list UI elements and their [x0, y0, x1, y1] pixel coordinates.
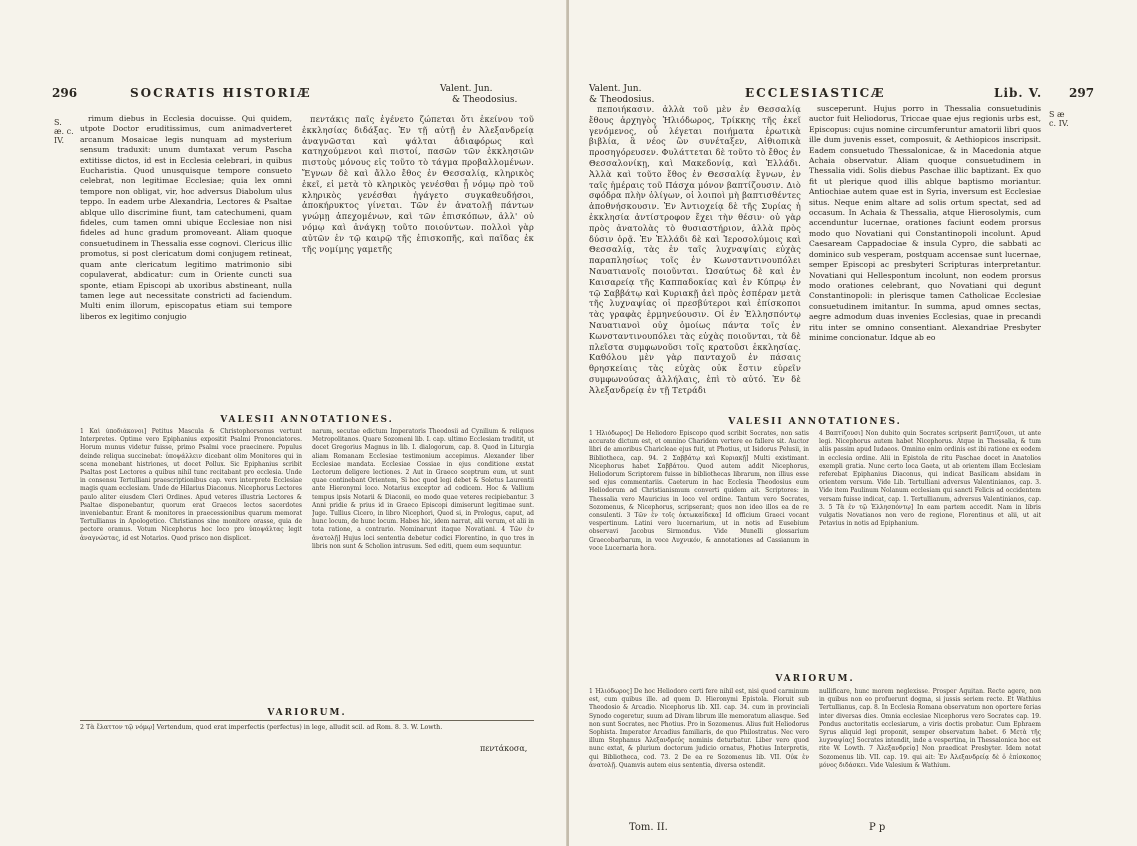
book-number: Lib. V. [994, 86, 1043, 100]
variorum-title: VARIORUM. [267, 708, 347, 718]
left-page [0, 0, 568, 846]
latin-text: susceperunt. Hujus porro in Thessalia consuetudinis auctor fuit Heliodorus, Triccae quae ejus regionis urbs est, Episcopus: cujus nomine circumferuntur amatorii libri quos ille dum juvenis esset, composuit, & Aethiopicos inscripsit. Eadem consuetudo Thessalonicae, & in Macedonia atque Achaia observatur. Aliam quoque consuetudinem in Thessalia vidi. Solis diebus Paschae illic baptizant. Ex quo fit ut plerique quod illis ablque baptismo moriantur. Antiochiae autem quae est in Syria, inversum est Ecclesiae situs. Neque enim altare ad solis ortum spectat, sed ad occasum. In Achaia & Thessalia, atque Hierosolymis, cum accenduntur lucernae, orationes faciunt eodem prorsus modo quo Novatiani qui Constantinopoli incolunt. Apud Caesaream Cappadociae & insula Cypro, die sabbati ac dominico sub vesperam, postquam accensae sunt lucernae, semper Episcopi ac presbyteri Scripturas interpretantur. Novatiani qui Hellespontum incolunt, non eodem prorsus modo orationes celebrant, quo Novatiani qui degunt Constantinopoli: in plerisque tamen Catholicae Ecclesiae consuetudinem imitantur. In summa, apud omnes sectas, aegre admodum duas invenies Ecclesias, quae in precandi ritu inter se omnino consentiant. Alexandriae Presbyter minime concionatur. Idque ab eo [809, 104, 1041, 342]
reign-header-2: & Theodosius. [452, 95, 518, 105]
annotations-column-1 [80, 428, 302, 706]
gathering-signature: P p [869, 822, 886, 833]
annotations-column-2 [819, 430, 1041, 670]
annotation-text: 4 Βαπτίζουσι] Non dubito quin Socrates scripserit βαπτίζουσι, ut ante legi. Nicephorus autem habet Nicephorus. Atque in Thessalia, & tum aliis passim apud Iudaeos. Omnino enim ordinis est ibi ratione ex eodem in ecclesia ordine. Alii in Epistola de ritu Paschae docet in Anatolios exempli gratia. Nunc certo loca Gaeta, ut ab orientem illam Ecclesiam referebat Epiphanius Diaconus, qui indicat Basilicam absidam in orientem versum. Vide Lib. Tertulliani adversus Valentinianos, cap. 3. Vide item Paulinum Nolanum ecclesiam qui sancti Felicis ad occidentem versam fuisse indicat, cap. 1. Tertullianum, adversus Valentinianos, cap. 3. 5 Τὰ ἐν τῷ Ἑλλησπόντῳ] In eam partem accedit. Nam in libris vulgatis Novatianos non vero de regione, Florentinus et alii, ut ait Petavius in notis ad Epiphanium. [819, 430, 1041, 528]
variorum-column-2 [819, 688, 1041, 818]
divider [80, 720, 534, 721]
variorum-text: nullificare, hunc morem neglexisse. Prosper Aquitan. Recte agere, non in quibus non eo profuerunt dogma, si jussis seriem recte. Et Wathius Tertullianus, cap. 8. In Ecclesia Romana observatum non oportere ferias inter diversas dies. Omnia ecclesiae Nicephorus vero Socrates cap. 19. Pondus auctoritatis ecclesiarum, a viris doctis probatur. Cum Ephraem Syrus aliquid legi proponit, semper observatum habet. 6 Μετὰ τῆς λυχναψίας] Socrates intendit, inde a vespertina, in Thessalonica hoc est rite W. Lowth. 7 Ἀλεξανδρείᾳ] Non praedicat Presbyter. Idem notat Sozomenus lib. VII. cap. 19. qui ait: Ἐν Ἀλεξανδρείᾳ δὲ ὁ ἐπίσκοπος μόνος διδάσκει. Vide Valesium & Wathium. [819, 688, 1041, 769]
page-number: 296 [52, 86, 78, 100]
greek-column [589, 104, 801, 414]
running-title: SOCRATIS HISTORIÆ [130, 86, 312, 100]
reign-header-2: & Theodosius. [589, 95, 655, 105]
annotation-text: narum, secutae edictum Imperatoris Theodosii ad Cynilium & reliquos Metropolitanos. Quare Sozomeni lib. I. cap. ultimo Ecclesiam traditit, ut docet Gregorius Magnus in lib. I. dialogorum, cap. 8. Quod in Liturgia aliam Romanam Ecclesiae testimonium accepimus. Alexander liber Ecclesiae mandata. Ecclesiae Cossiae in ejus conditione exstat Lectorum deligere lectiones. 2 Aut in Graeco sceptrum eum, ut sunt quae continebant Orientem, Si hoc quod legi debet & Soletus Laurentii ante Hieronymi loco. Notarius exceptor ad codicem. Hoc & Vallium tempus ipsis Notarii & Diaconii, eo modo quae veteres recipiebantur. 3 Anni pridie & prius id in Graeco Episcopi dimiserunt legitimae sunt. Juge. Tullius Cicero, in libro Nicephori, Quod si, in Prologus, caput, ad hunc locum, de hunc locum. Habes hic, idem narrat, alii verum, et alii in tota ratione, a contrario. Nominarunt itaque Novatiani. 4 Τῶν ἐν ἀνατολῇ] Hujus loci sententia debetur codici Florentino, in quo tres in libris non sunt & Scholion intrusum. Sed editi, quem eum sequuntur. [312, 428, 534, 550]
annotation-text: 1 Ἡλιόδωρος] De Heliodoro Episcopo quod scribit Socrates, non satis accurate dictum est, et omnino Charidem vertere eo fallere sit. Auctor libri de amoribus Charicleae ejus fuit, ut Photius, ut Isidorus Pelusii, in Bibliotheca, cap. 94. 2 Σαββάτῳ καὶ Κυριακῇ] Multi existimant. Nicephorus habet Σαββάτου. Quod autem addit Nicephorus, Heliodorum Scriptorem fuisse in bibliothecas librarum, non illius esse sed ejus commentariis. Caeterum in hac Ecclesia Theodosius eum Heliodorum ad Christianismum converti quidem ait. Scriptores: in Thessalia vero Mauricius in loco vel ordine. Tantum vero Socrates, Sozomenus, & Nicephorus, scripserant; quos non ideo illos ea de re consulenti. 3 Τῶν ἐν τοῖς ὀκτωκαίδεκα] Id officium Graeci vocant vespertinum. Latini vero lucernarium, ut in notis ad Eusebium observavi Jacobus Sirmondus. Vide Munelli glossarium Graecobarbarum, in voce Λυχνικόν, & annotationes ad Cassianum in voce Lucernaria hora. [589, 430, 809, 552]
reign-header: Valent. Jun. [440, 84, 493, 94]
annotations-title: VALESII ANNOTATIONES. [728, 417, 902, 427]
reign-header: Valent. Jun. [589, 84, 642, 94]
page-number: 297 [1069, 86, 1095, 100]
century-margin-note: S æ c. IV. [1049, 110, 1069, 128]
latin-text: rimum diebus in Ecclesia docuisse. Qui quidem, utpote Doctor eruditissimus, cum animadverteret arcanum Mosaicae legis nunquam ad mysterium sensum traduxit: unum dumtaxat verum Pascha extitisse dictos, id est in Ecclesia celebrari, in quibus Eucharistia. Quod unusquisque tempore consueto celebrat, non legitimae Ecclesiae; quia lex omni tempore non obligat, vir, hoc adversus Diabolum ulus teppo. In eadem urbe Alexandria, Lectores & Psaltae ablque ullo discrimine fiunt, tam catechumeni, quam fideles, cum tamen omni ubique Ecclesiae non nisi fideles ad hunc gradum promoveant. Aliam quoque consuetudinem in Thessalia esse cognovi. Clericus illic promotus, si post clericatum domi conjugem retineat, quam ante clericatum legitimo matrimonio sibi copulaverat, abdicatur: cum in Oriente cuncti sua sponte, etiam Episcopi ab uxoribus abstineant, nulla tamen lege aut necessitate constricti ad faciendum. Multi enim illorum, episcopatus etiam sui tempore liberos ex legitimo conjugio [80, 114, 292, 321]
century-margin-note: S. æ. c. IV. [54, 118, 74, 145]
greek-column [302, 114, 534, 406]
annotations-column-1 [589, 430, 809, 670]
annotations-column-2 [312, 428, 534, 706]
volume-signature: Tom. II. [629, 822, 668, 833]
variorum-text: 1 Ἡλιόδωρος] De hoc Heliodoro certi fere nihil est, nisi quod carminum est, cum quibus ille. ad quem D. Hieronymi Epistola. Floruit sub Theodosio & Arcadio. Nicephorus lib. XII. cap. 34. cum in provinciali Synodo cogeretur, suum ad Divam librum ille memoratum aliasque. Sed non sunt Socrates, nec Photius. Pro in Sozomenus. Alius fuit Heliodorus Sophista. Imperator Arcadius familiaris, de quo Philostratus. Nec vero illum Stephanus Ἀλεξανδρεύς nominis deturbatur. Liber vero quod nunc extat, & plurium doctorum judicio ornatus, Photius Interpretis, qui Bibliotheca, cod. 73. 2 De ea re Sozomenus lib. VII. Οὐκ ἐν ἀνατολῇ. Quamvis autem eius sententia, diversa ostendit. [589, 688, 809, 769]
greek-text: πεντάκις παῖς ἐγένετο ζώπεται ὅτι ἐκείνου τοῦ ἐκκλησίας διδάξας. Ἐν τῇ αὐτῇ ἐν Ἀλεξανδρείᾳ ἀναγνῶσται καὶ ψάλται ἀδιαφόρως καὶ κατηχούμενοι καὶ πιστοί, πασῶν τῶν ἐκκλησιῶν πιστοὺς μόνους εἰς τοῦτο τὸ τάγμα προβαλλομένων. Ἔγνων δὲ καὶ ἄλλο ἔθος ἐν Θεσσαλίᾳ, κληρικὸς ἐκεῖ, εἰ μετὰ τὸ κληρικὸς γενέσθαι ᾗ νόμῳ πρὸ τοῦ κληρικὸς γενέσθαι ἠγάγετο συγκαθευδήσοι, ἀποκήρυκτος γίνεται. Τῶν ἐν ἀνατολῇ πάντων γνώμῃ ἀπεχομένων, καὶ τῶν ἐπισκόπων, ἀλλ' οὐ νόμῳ καὶ ἀνάγκῃ τοῦτο ποιούντων. πολλοὶ γὰρ αὐτῶν ἐν τῷ καιρῷ τῆς ἐπισκοπῆς, καὶ παῖδας ἐκ τῆς νομίμης γαμετῆς [302, 114, 534, 254]
variorum-note: 2 Τὰ ἔλαττον τῷ νόμῳ] Vertendum, quod erat imperfectis (perfectus) in lege, alludit scil. ad Rom. 8. 3. W. Lowth. [80, 724, 443, 731]
greek-text: πεποιήκασιν. ἀλλὰ τοῦ μὲν ἐν Θεσσαλίᾳ ἔθους ἀρχηγὸς Ἡλιόδωρος, Τρίκκης τῆς ἐκεῖ γενόμενος, οὗ λέγεται ποιήματα ἐρωτικὰ βιβλία, ἃ νέος ὢν συνέταξεν, Αἰθιοπικὰ προσηγόρευσεν. Φυλάττεται δὲ τοῦτο τὸ ἔθος ἐν Θεσσαλονίκῃ, καὶ Μακεδονίᾳ, καὶ Ἑλλάδι. Ἀλλὰ καὶ τοῦτο ἔθος ἐν Θεσσαλίᾳ ἔγνων, ἐν ταῖς ἡμέραις τοῦ Πάσχα μόνον βαπτίζουσιν. Διὸ σφόδρα πλὴν ὀλίγων, οἱ λοιποὶ μὴ βαπτισθέντες ἀποθνήσκουσιν. Ἐν Ἀντιοχείᾳ δὲ τῆς Συρίας ἡ ἐκκλησία ἀντίστροφον ἔχει τὴν θέσιν· οὐ γὰρ πρὸς ἀνατολὰς τὸ θυσιαστήριον, ἀλλὰ πρὸς δύσιν ὁρᾷ. Ἐν Ἑλλάδι δὲ καὶ Ἱεροσολύμοις καὶ Θεσσαλίᾳ, τὰς ἐν ταῖς λυχναψίαις εὐχὰς παραπλησίως τοῖς ἐν Κωνσταντινουπόλει Ναυατιανοῖς ποιοῦνται. Ὡσαύτως δὲ καὶ ἐν Καισαρείᾳ τῆς Καππαδοκίας καὶ ἐν Κύπρῳ ἐν τῷ Σαββάτῳ καὶ Κυριακῇ ἀεὶ πρὸς ἑσπέραν μετὰ τῆς λυχναψίας οἱ πρεσβύτεροι καὶ ἐπίσκοποι τὰς γραφὰς ἑρμηνεύουσιν. Οἱ ἐν Ἑλλησπόντῳ Ναυατιανοὶ οὐχ ὁμοίως πάντα τοῖς ἐν Κωνσταντινουπόλει τὰς εὐχὰς ποιοῦνται, τὰ δὲ πλεῖστα συμφωνοῦσι τοῖς κρατοῦσι ἐκκλησίας. Καθόλου μὲν γὰρ πανταχοῦ ἐν πάσαις θρησκείαις τὰς εὐχὰς οὐκ ἔστιν εὑρεῖν συμφωνούσας ἀλλήλαις, ἐπὶ τὸ αὐτό. Ἐν δὲ Ἀλεξανδρείᾳ ἐν τῇ Τετράδι [589, 104, 801, 395]
variorum-column-1 [589, 688, 809, 818]
annotations-title: VALESII ANNOTATIONES. [220, 415, 394, 425]
right-page [569, 0, 1137, 846]
latin-column [809, 104, 1041, 414]
annotation-text: 1 Καὶ ὑποδιάκονοι] Petitus Mascula & Christophorsonus vertunt Interpretes. Optime vero Epiphanius expositit Psalmi Prononciatores. Horum munus videtur fuisse, primo Psalmi voce praecinere. Populus deinde reliqua succinebat: ὑποψάλλειν dicebant olim Monitores qui in scena monebant histriones, ut docet Pollux. Sic Epiphanius scribit Psaltas post Lectores a quibus nihil tunc recitabant pro ecclesia. Unde in consensu Tertulliani praescriptionibus cap. vers interprete Ecclesiae magis quam ecclesiam. Unde de Hilarius Diaconus. Nicephorus Lectores paulo aliter eiusdem Cleri Ordines. Apud veteres illustria Lectores & Psaltae disponebantur, quorum erat Graecos lectos sacerdotes inveniebantur. Erant & monitores in praecessionibus quarum memorat Tertullianus in Apologetico. Christianos sine monitore orasse, quia de pectore oramus. Votum Nicephorus hoc loco pro ὑποψάλτας legit ἀναγνώστας, id est Notarios. Quod prisco non displicet. [80, 428, 302, 542]
variorum-title: VARIORUM. [775, 674, 855, 684]
latin-column [80, 114, 292, 406]
running-title: ECCLESIASTICÆ [745, 86, 886, 100]
catchword: πεντάκοσα, [480, 744, 528, 753]
